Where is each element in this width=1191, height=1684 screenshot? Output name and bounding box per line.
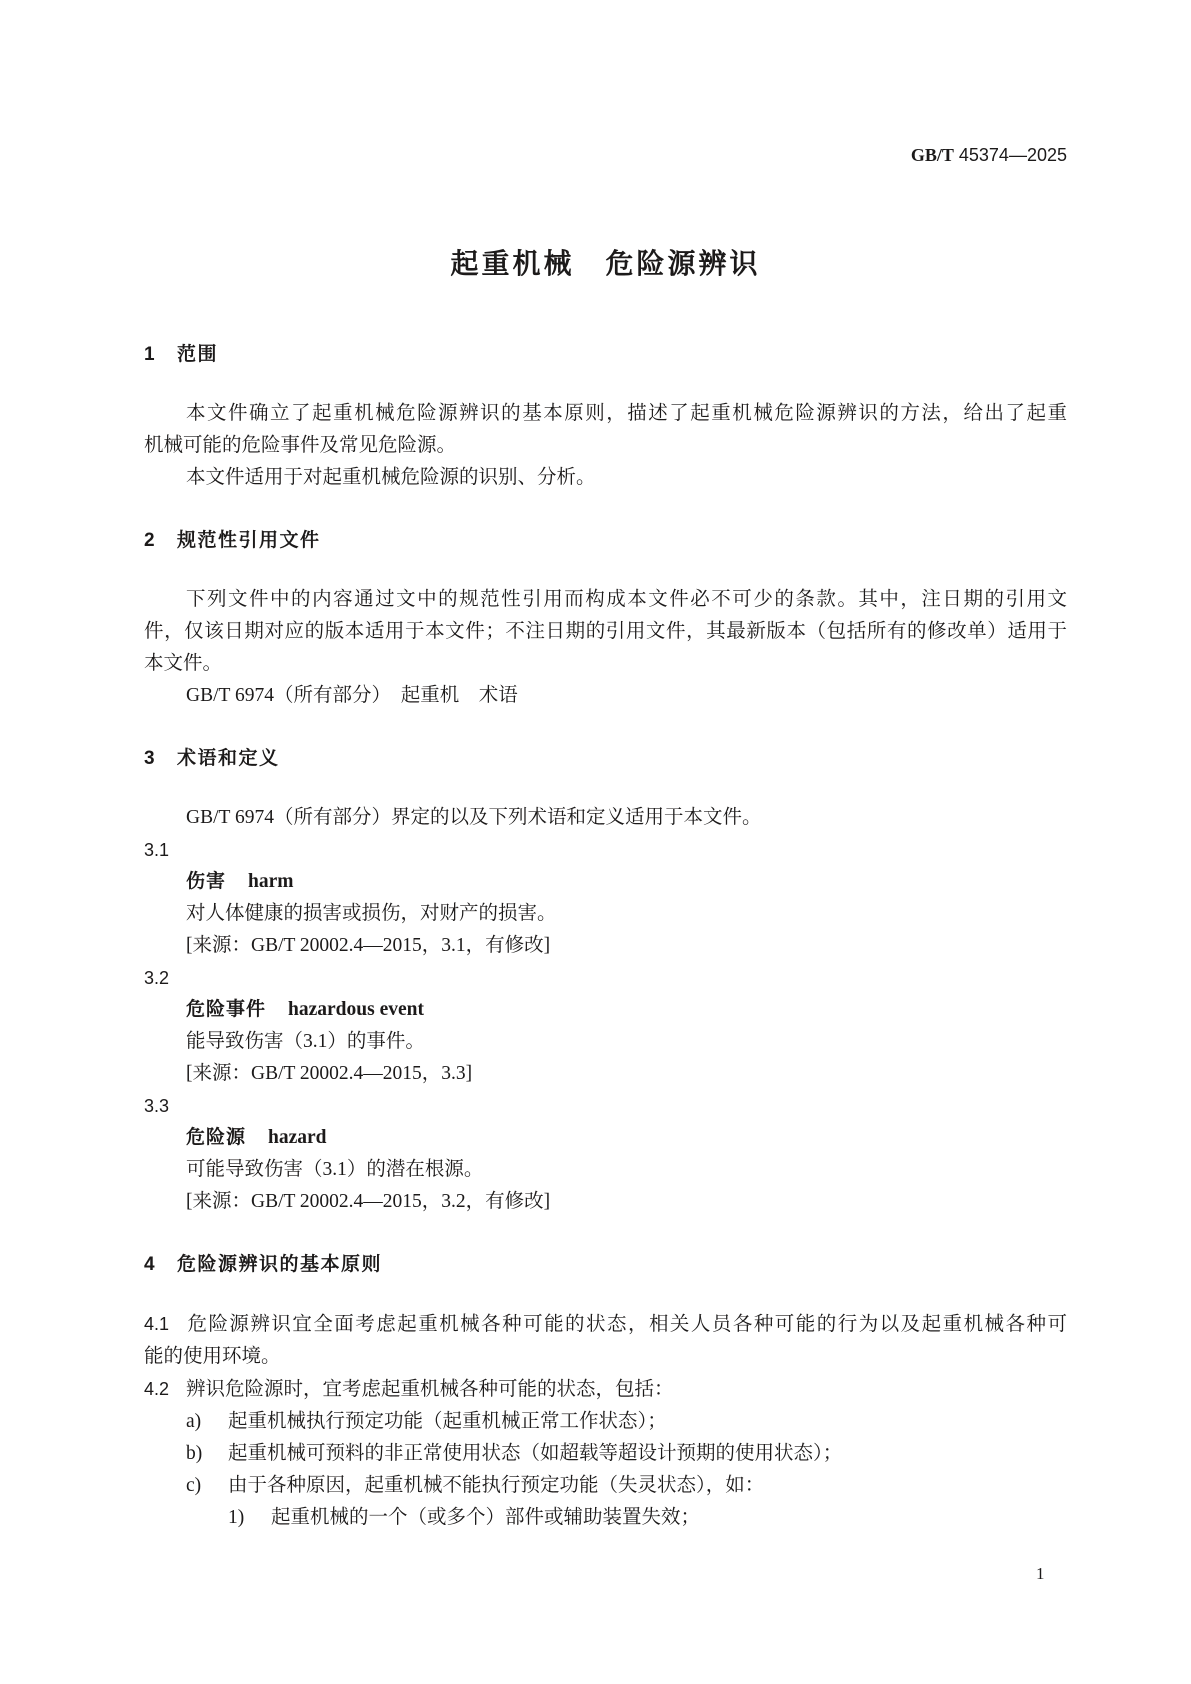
list-marker: b) [186, 1443, 203, 1464]
paragraph-line: GB/T 6974（所有部分）界定的以及下列术语和定义适用于本文件。 [186, 807, 762, 828]
paragraph-line: 机械可能的危险事件及常见危险源。 [144, 435, 457, 456]
clause-number: 4.1 [144, 1314, 170, 1334]
sub-list-item [144, 1502, 1067, 1534]
term-english: hazard [268, 1127, 327, 1148]
term-definition: 对人体健康的损害或损伤，对财产的损害。 [186, 903, 557, 924]
section-number: 1 [144, 344, 155, 365]
paragraph-line: 下列文件中的内容通过文中的规范性引用而构成本文件必不可少的条款。其中，注日期的引用文 [186, 589, 1067, 610]
paragraph-line: 本文件确立了起重机械危险源辨识的基本原则，描述了起重机械危险源辨识的方法，给出了起重 [186, 403, 1067, 424]
term-english: harm [248, 871, 294, 892]
term-definition: 可能导致伤害（3.1）的潜在根源。 [186, 1159, 484, 1180]
document-body [144, 339, 1067, 1534]
section-title: 危险源辨识的基本原则 [177, 1254, 383, 1275]
section-heading-basic-principles [144, 1249, 1067, 1281]
list-item-text: 起重机械执行预定功能（起重机械正常工作状态）； [228, 1411, 667, 1432]
paragraph-line: 本文件。 [144, 653, 223, 674]
term-definition: 能导致伤害（3.1）的事件。 [186, 1031, 425, 1052]
term-chinese: 伤害 [186, 871, 227, 892]
document-title: 起重机械 危险源辨识 [450, 248, 761, 279]
section-title: 术语和定义 [177, 748, 280, 769]
term-entry [144, 1122, 1067, 1154]
list-marker: 1) [228, 1507, 245, 1528]
normative-reference-entry: GB/T 6974（所有部分） 起重机 术语 [186, 685, 518, 706]
standard-code-header [911, 141, 1067, 169]
clause-text: 危险源辨识宜全面考虑起重机械各种可能的状态，相关人员各种可能的行为以及起重机械各种可 [186, 1314, 1067, 1335]
list-item-text: 起重机械可预料的非正常使用状态（如超载等超设计预期的使用状态）； [228, 1443, 843, 1464]
clause-line: 能的使用环境。 [144, 1346, 281, 1367]
paragraph-line: 本文件适用于对起重机械危险源的识别、分析。 [186, 467, 596, 488]
paragraph-line: 件，仅该日期对应的版本适用于本文件；不注日期的引用文件，其最新版本（包括所有的修改单）适用于 [144, 621, 1067, 642]
clause-line [144, 1308, 1067, 1341]
list-item-text: 起重机械的一个（或多个）部件或辅助装置失效； [271, 1507, 701, 1528]
clause-number: 4.2 [144, 1379, 170, 1399]
section-title: 规范性引用文件 [177, 530, 321, 551]
term-entry [144, 866, 1067, 898]
term-number: 3.1 [144, 840, 170, 860]
standard-code-prefix: GB/T [910, 145, 954, 165]
section-title: 范围 [177, 344, 219, 365]
clause-line [144, 1373, 1067, 1406]
term-english: hazardous event [288, 999, 424, 1020]
term-source: [来源：GB/T 20002.4—2015，3.3] [186, 1063, 473, 1084]
term-chinese: 危险源 [186, 1127, 247, 1148]
list-item-text: 由于各种原因，起重机械不能执行预定功能（失灵状态），如： [228, 1475, 765, 1496]
list-marker: c) [186, 1475, 202, 1496]
section-number: 4 [144, 1254, 155, 1275]
term-source: [来源：GB/T 20002.4—2015，3.1，有修改] [186, 935, 551, 956]
term-number: 3.2 [144, 968, 170, 988]
section-heading-normative-references [144, 525, 1067, 557]
section-number: 2 [144, 530, 155, 551]
section-heading-terms-definitions [144, 743, 1067, 775]
list-item [144, 1438, 1067, 1470]
section-number: 3 [144, 748, 155, 769]
list-item [144, 1406, 1067, 1438]
term-chinese: 危险事件 [186, 999, 267, 1020]
term-source: [来源：GB/T 20002.4—2015，3.2，有修改] [186, 1191, 551, 1212]
section-heading-scope [144, 339, 1067, 371]
clause-text: 辨识危险源时，宜考虑起重机械各种可能的状态，包括： [186, 1379, 674, 1400]
list-marker: a) [186, 1411, 202, 1432]
term-entry [144, 994, 1067, 1026]
page-number: 1 [1036, 1564, 1045, 1583]
term-number: 3.3 [144, 1096, 170, 1116]
list-item [144, 1470, 1067, 1502]
standard-code-number: 45374—2025 [958, 145, 1067, 165]
